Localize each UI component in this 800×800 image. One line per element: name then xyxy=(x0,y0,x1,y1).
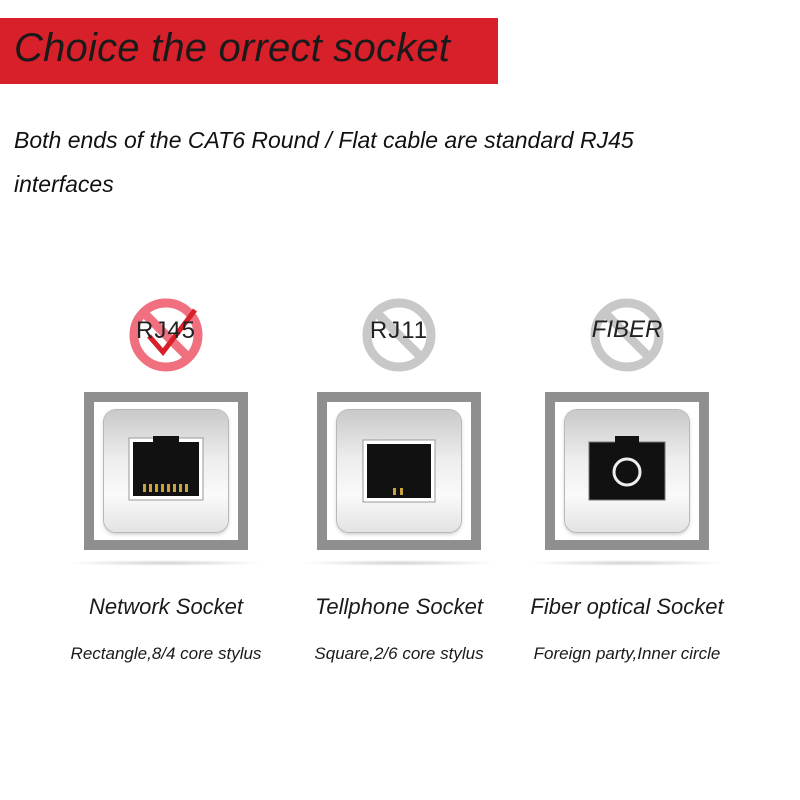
socket-description: Square,2/6 core stylus xyxy=(314,644,484,663)
rj45-port-icon xyxy=(104,410,228,532)
page-title: Choice the orrect socket xyxy=(14,26,451,70)
intro-text: Both ends of the CAT6 Round / Flat cable are standard RJ45 interfaces xyxy=(14,127,634,197)
fiber-prohibited-icon xyxy=(582,290,672,380)
badge-label-rj11: RJ11 xyxy=(369,317,429,344)
socket-name: Network Socket xyxy=(88,594,244,619)
rj11-port-icon xyxy=(337,410,461,532)
socket-name: Tellphone Socket xyxy=(315,594,483,619)
socket-frame xyxy=(317,392,481,550)
socket-description: Rectangle,8/4 core stylus xyxy=(70,644,262,663)
socket-name: Fiber optical Socket xyxy=(530,594,724,619)
badge-label-fiber: FIBER xyxy=(591,316,663,343)
title-banner xyxy=(0,18,498,84)
rj45-check-icon xyxy=(121,290,211,380)
socket-description: Foreign party,Inner circle xyxy=(533,644,721,663)
fiber-port-icon xyxy=(565,410,689,532)
rj11-prohibited-icon xyxy=(354,290,444,380)
badge-label-rj45: RJ45 xyxy=(135,317,197,344)
socket-frame xyxy=(84,392,248,550)
socket-frame xyxy=(545,392,709,550)
